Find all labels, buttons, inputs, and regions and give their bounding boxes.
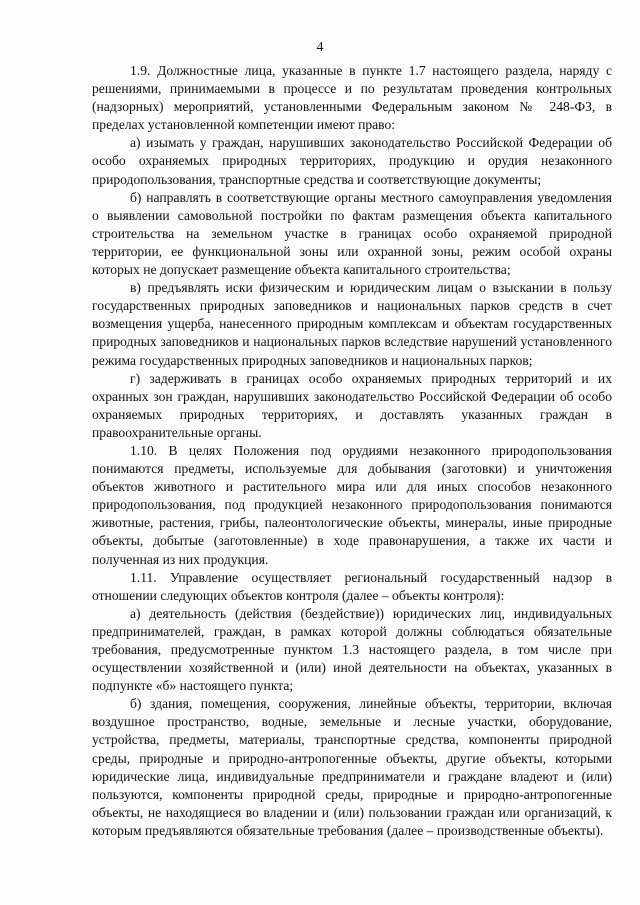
- page-number: 4: [316, 40, 324, 55]
- document-body: [92, 62, 612, 840]
- paragraph-1-9: 1.9. Должностные лица, указанные в пункте 1.7 настоящего раздела, наряду с решениями, принимаемыми в процессе и по результатам проведения контрольных (надзорных) мероприятий, установленными Федеральным законом № 248-ФЗ, в пределах установленной компетенции имеют право:: [92, 63, 612, 133]
- paragraph-1-11: 1.11. Управление осуществляет региональный государственный надзор в отношении следующих объектов контроля (далее – объекты контроля):: [92, 569, 612, 603]
- paragraph-1-10: 1.10. В целях Положения под орудиями незаконного природопользования понимаются предметы, используемые для добывания (заготовки) и уничтожения объектов животного и растительного мира или для иных способов незаконного природопользования, под продукцией незаконного природопользования понимаются животные, растения, грибы, палеонтологические объекты, минералы, иные природные объекты, добытые (заготовленные) в ходе правонарушения, а также их части и полученная из них продукция.: [92, 442, 612, 567]
- paragraph-1-9-a: а) изымать у граждан, нарушивших законодательство Российской Федерации об особо охраняемых природных территориях, продукцию и орудия незаконного природопользования, транспортные средства и соответствующие документы;: [92, 135, 612, 187]
- paragraph-1-11-b: б) здания, помещения, сооружения, линейные объекты, территории, включая воздушное пространство, водные, земельные и лесные участки, оборудование, устройства, предметы, материалы, транспортные средства, компоненты природной среды, природные и природно-антропогенные объекты, другие объекты, которыми юридические лица, индивидуальные предприниматели и граждане владеют и (или) пользуются, компоненты природной среды, природные и природно-антропогенные объекты, не находящиеся во владении и (или) пользовании граждан или организаций, к которым предъявляются обязательные требования (далее – производственные объекты).: [92, 696, 612, 838]
- paragraph-1-9-v: в) предъявлять иски физическим и юридическим лицам о взыскании в пользу государственных природных заповедников и национальных парков средств в счет возмещения ущерба, нанесенного природным комплексам и объектам государственных природных заповедников и национальных парков вследствие нарушений установленного режима государственных природных заповедников и национальных парков;: [92, 280, 612, 368]
- paragraph-1-9-b: б) направлять в соответствующие органы местного самоуправления уведомления о выявлении самовольной постройки по фактам размещения объекта капитального строительства на земельном участке в границах особо охраняемой природной территории, ее функциональной зоны или охранной зоны, режим особой охраны которых не допускает размещение объекта капитального строительства;: [92, 189, 612, 278]
- paragraph-1-11-a: а) деятельность (действия (бездействие)) юридических лиц, индивидуальных предпринимателей, граждан, в рамках которой должны соблюдаться обязательные требования, предусмотренные пунктом 1.3 настоящего раздела, в том числе при осуществлении хозяйственной и (или) иной деятельности на объектах, указанных в подпункте «б» настоящего пункта;: [92, 605, 612, 694]
- paragraph-1-9-g: г) задерживать в границах особо охраняемых природных территорий и их охранных зон граждан, нарушивших законодательство Российской Федерации об особо охраняемых природных территориях, и доставлять указанных граждан в правоохранительные органы.: [92, 370, 612, 440]
